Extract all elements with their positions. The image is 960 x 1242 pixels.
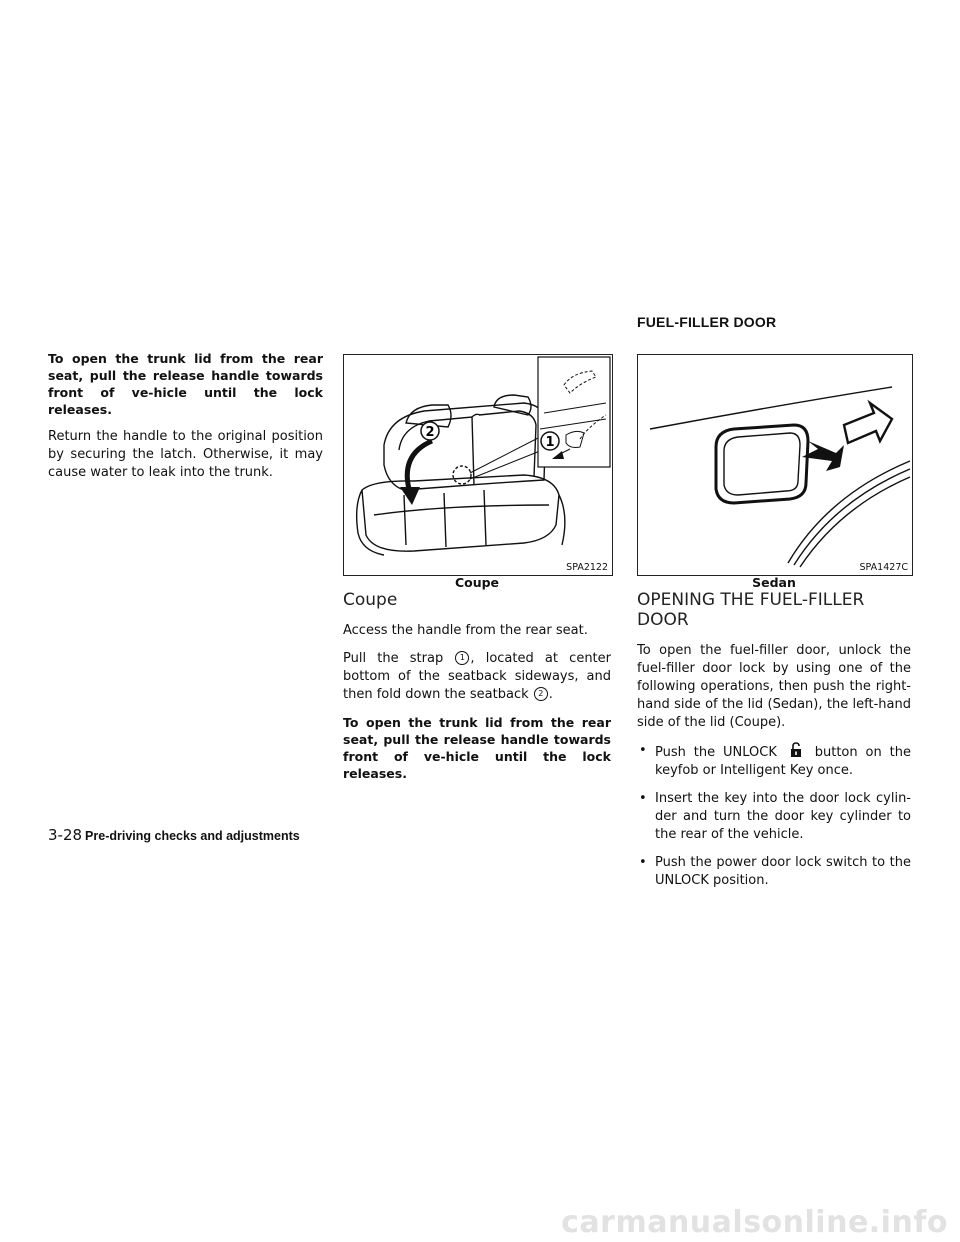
coupe-trunk-release-instruction: To open the trunk lid from the rear seat, pull the release handle towards front of ve-hicle until the lock releases. (343, 715, 611, 781)
fuel-door-steps (637, 742, 911, 890)
coupe-seat-figure (343, 354, 613, 576)
coupe-strap-paragraph: Pull the strap 1 , located at center bottom of the seatback sideways, and then fold down the seatback 2 . (343, 651, 611, 702)
coupe-heading: Coupe (343, 590, 398, 610)
figure-caption-sedan: Sedan (752, 575, 796, 590)
fuel-filler-door-illustration (638, 355, 912, 575)
figure-marker-2: 2 (425, 425, 435, 440)
chapter-title: Pre-driving checks and adjustments (85, 829, 300, 843)
return-handle-paragraph: Return the handle to the original position by securing the latch. Otherwise, it may cause water to leak into the trunk. (48, 429, 323, 480)
list-item: • Push the power door lock switch to the UNLOCK position. (639, 855, 911, 888)
rear-seat-illustration (344, 355, 612, 575)
bullet: • (639, 743, 647, 758)
fuel-door-intro: To open the fuel-filler door, unlock the fuel-filler door lock by using one of the following operations, then push the right-hand side of the lid (Sedan), the left-hand side of the lid (Coupe). (637, 643, 911, 730)
page-number: 3-28 (48, 826, 83, 844)
coupe-access-paragraph: Access the handle from the rear seat. (343, 623, 588, 638)
list-item: • Push the UNLOCK button on the keyfob or Intelligent Key once. (639, 743, 911, 778)
figure-code: SPA1427C (859, 562, 908, 573)
figure-code: SPA2122 (566, 562, 608, 573)
figure-marker-1: 1 (545, 435, 555, 450)
column-1 (48, 350, 323, 492)
marker-1: 1 (455, 651, 469, 665)
bullet: • (639, 855, 647, 870)
watermark: carmanualsonline.info (561, 1205, 948, 1240)
coupe-section (343, 590, 611, 792)
sedan-fuel-door-figure (637, 354, 913, 576)
trunk-release-instruction: To open the trunk lid from the rear seat, pull the release handle towards front of ve-hicle until the lock releases. (48, 351, 323, 417)
marker-2: 2 (534, 687, 548, 701)
figure-caption-coupe: Coupe (454, 575, 500, 590)
list-item: • Insert the key into the door lock cylin-der and turn the door key cylinder to the rear of the vehicle. (639, 791, 911, 842)
fuel-door-section (637, 590, 911, 900)
unlock-icon (789, 742, 803, 758)
fuel-door-heading: OPENING THE FUEL-FILLER DOOR (637, 590, 865, 630)
section-heading: FUEL-FILLER DOOR (637, 314, 777, 330)
page-footer (48, 826, 300, 844)
bullet: • (639, 791, 647, 806)
